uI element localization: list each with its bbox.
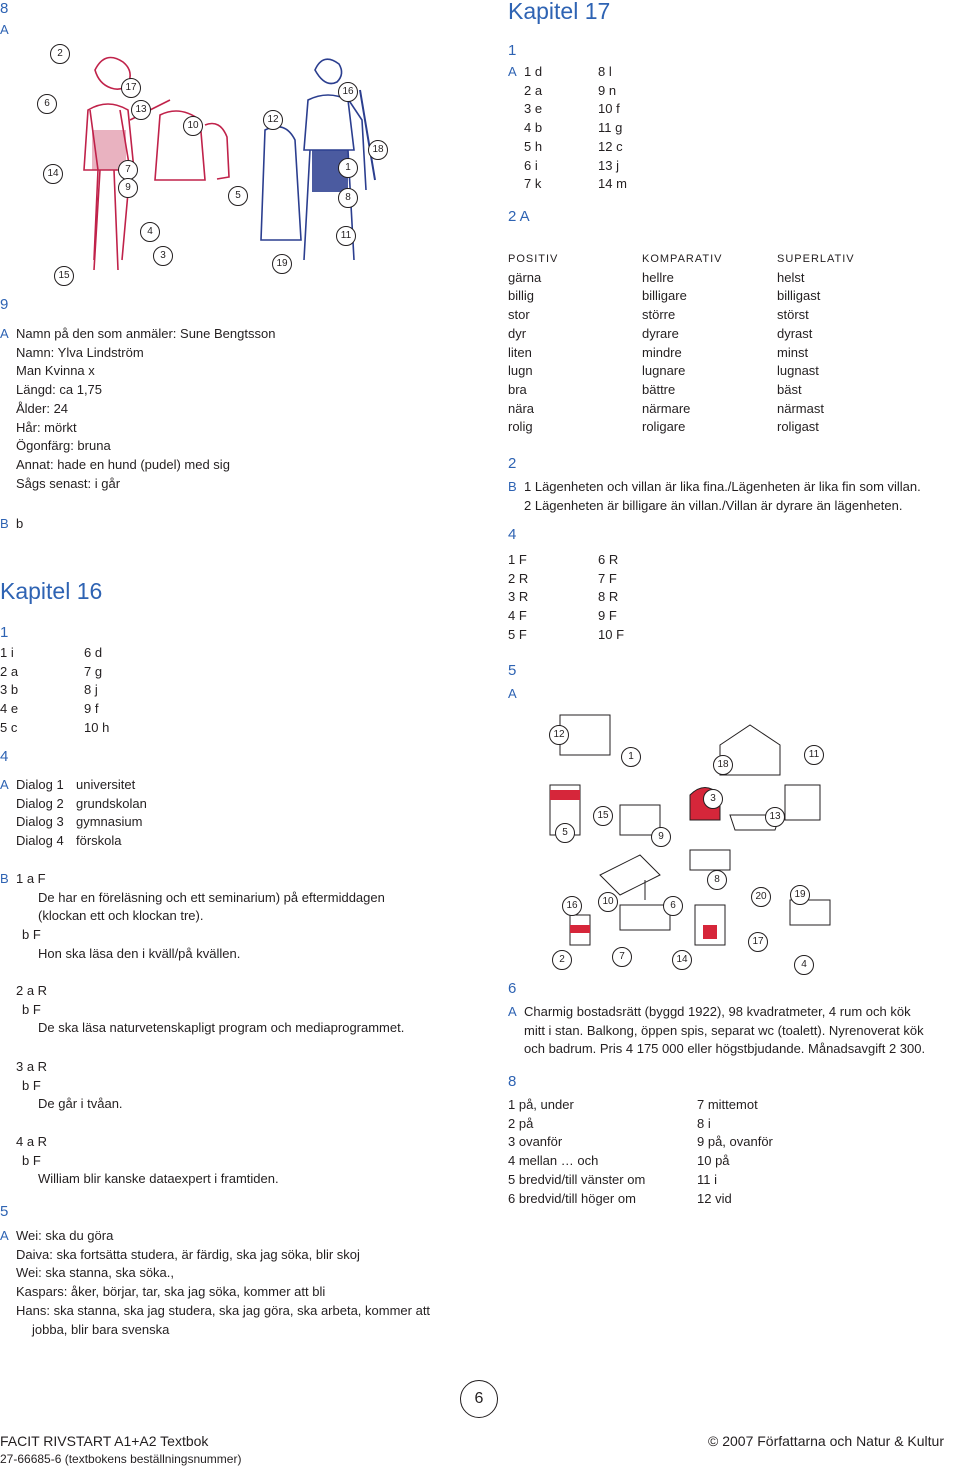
adjective-comparative-column <box>642 250 723 437</box>
table-cell: billig <box>508 288 535 304</box>
dialog-summary <box>16 1227 430 1339</box>
table-cell: bäst <box>777 381 802 397</box>
figure-number: 15 <box>54 266 74 286</box>
chapter-title: Kapitel 17 <box>508 0 611 24</box>
answer-line: b F <box>22 1078 41 1093</box>
answer-line: De har en föreläsning och ett seminarium) på eftermiddagen <box>38 890 385 905</box>
table-cell: hellre <box>642 269 674 285</box>
dialog-name: Dialog 2 <box>16 795 64 811</box>
answer-line: 4 a R <box>16 1134 48 1149</box>
answer-item: 9 F <box>598 608 617 624</box>
figure-number: 9 <box>118 178 138 198</box>
answer-line: 1 a F <box>16 871 46 886</box>
figure-number: 6 <box>37 94 57 114</box>
answer-item: 1 på, under <box>508 1097 574 1112</box>
exercise-label: A <box>0 777 9 792</box>
answer-item: 13 j <box>598 157 619 173</box>
answer-item: 4 mellan … och <box>508 1153 599 1169</box>
ad-line: Charmig bostadsrätt (byggd 1922), 98 kvadratmeter, 4 rum och kök <box>524 1004 911 1019</box>
figure-number: 20 <box>751 887 771 907</box>
table-cell: roligare <box>642 419 686 435</box>
answer-item: 12 vid <box>697 1190 732 1206</box>
answer-line: (klockan ett och klockan tre). <box>38 908 204 923</box>
answer-item: 8 i <box>697 1115 711 1131</box>
answer-item: 2 a <box>524 82 543 98</box>
exercise-number: 1 <box>0 624 9 641</box>
answer-item: 8 R <box>598 589 619 605</box>
table-cell: billigare <box>642 288 687 304</box>
dialog-school: gymnasium <box>76 814 143 830</box>
figure-number: 14 <box>43 164 63 184</box>
page-number: 6 <box>460 1380 498 1418</box>
summary-line: Hans: ska stanna, ska jag studera, ska jag göra, ska arbeta, kommer att <box>16 1302 431 1318</box>
table-cell: störst <box>777 307 809 323</box>
summary-line: Daiva: ska fortsätta studera, är färdig, ska jag söka, blir skoj <box>16 1246 360 1262</box>
dialog-name: Dialog 1 <box>16 777 64 792</box>
answer-item: 14 m <box>598 176 627 192</box>
report-line: Namn på den som anmäler: Sune Bengtsson <box>16 326 276 341</box>
figure-number: 17 <box>748 932 768 952</box>
missing-person-report <box>16 325 275 493</box>
answer-item: 6 i <box>524 157 538 173</box>
column-header: KOMPARATIV <box>642 253 723 265</box>
answer-column <box>524 63 542 194</box>
report-line: Ögonfärg: bruna <box>16 438 111 454</box>
answer-line: De går i tvåan. <box>38 1096 123 1111</box>
answer-item: 3 ovanför <box>508 1134 563 1150</box>
dialog-schools <box>76 776 147 851</box>
dialog-school: universitet <box>76 777 136 792</box>
table-cell: mindre <box>642 344 682 360</box>
table-cell: närmast <box>777 400 824 416</box>
answer-column <box>508 1096 645 1208</box>
figure-number: 12 <box>549 725 569 745</box>
figure-number: 16 <box>338 82 358 102</box>
answer-item: 11 g <box>598 120 623 136</box>
table-cell: lugnast <box>777 363 819 379</box>
table-cell: bättre <box>642 381 676 397</box>
figure-number: 5 <box>555 823 575 843</box>
answer-item: 5 F <box>508 626 527 642</box>
figure-number: 18 <box>713 755 733 775</box>
exercise-label: A <box>508 686 517 701</box>
answer-item: 8 l <box>598 64 612 79</box>
report-line: Längd: ca 1,75 <box>16 382 103 398</box>
column-header: POSITIV <box>508 253 559 265</box>
table-cell: stor <box>508 307 530 323</box>
footer-copyright: © 2007 Författarna och Natur & Kultur <box>708 1433 944 1449</box>
answer-item: 5 h <box>524 138 543 154</box>
table-cell: liten <box>508 344 532 360</box>
answer-item: 4 b <box>524 120 543 136</box>
exercise-label: A <box>0 1228 9 1243</box>
answer-item: 6 R <box>598 552 619 567</box>
adjective-superlative-column <box>777 250 855 437</box>
answer-item: 11 i <box>697 1171 717 1187</box>
dialog-school: förskola <box>76 833 122 849</box>
figure-number: 19 <box>790 885 810 905</box>
exercise-number: 2 <box>508 455 517 472</box>
figure-number: 4 <box>140 222 160 242</box>
table-cell: rolig <box>508 419 533 435</box>
answer-item: 5 c <box>0 719 18 735</box>
figure-number: 11 <box>804 745 824 765</box>
dialog-school: grundskolan <box>76 795 147 811</box>
table-cell: nära <box>508 400 535 416</box>
exercise-label: B <box>508 479 517 494</box>
sentence: 2 Lägenheten är billigare än villan./Villan är dyrare än lägenheten. <box>524 497 903 513</box>
figure-number: 7 <box>118 160 138 180</box>
answer-line: b F <box>22 1002 41 1017</box>
answer-line: Hon ska läsa den i kväll/på kvällen. <box>38 946 241 961</box>
answer-item: 1 d <box>524 64 543 79</box>
apartment-ad <box>524 1003 925 1059</box>
exercise-label: A <box>508 64 517 79</box>
answer-column <box>697 1096 773 1208</box>
figure-number: 15 <box>593 806 613 826</box>
figure-number: 2 <box>50 44 70 64</box>
figure-number: 9 <box>651 827 671 847</box>
answer-item: 2 R <box>508 570 529 586</box>
footer-title: FACIT RIVSTART A1+A2 Textbok <box>0 1433 209 1449</box>
comparison-sentences <box>524 478 921 515</box>
answer-item: 9 på, ovanför <box>697 1134 773 1150</box>
answer: b <box>16 516 24 531</box>
exercise-number: 4 <box>0 748 9 765</box>
report-line: Namn: Ylva Lindström <box>16 344 144 360</box>
figure-number: 10 <box>598 892 618 912</box>
exercise-label: B <box>0 871 9 886</box>
exercise-label: A <box>508 1004 517 1019</box>
answer-item: 7 g <box>84 663 103 679</box>
answer-column <box>84 644 109 738</box>
dialog-names <box>16 776 64 851</box>
answer-line: 2 a R <box>16 983 48 998</box>
figure-number: 13 <box>765 807 785 827</box>
column-header: SUPERLATIV <box>777 253 855 265</box>
adjective-positive-column <box>508 250 558 437</box>
figure-number: 7 <box>612 947 632 967</box>
exercise-label: B <box>0 516 9 531</box>
answer-item: 3 e <box>524 101 543 117</box>
exercise-number: 5 <box>508 662 517 679</box>
answer-column <box>598 63 627 194</box>
table-cell: dyrast <box>777 325 813 341</box>
report-line: Sågs senast: i går <box>16 475 121 491</box>
table-cell: närmare <box>642 400 691 416</box>
exercise-number: 8 <box>0 0 9 17</box>
answer-line: b F <box>22 927 41 942</box>
answer-item: 9 f <box>84 701 99 717</box>
answer-column <box>598 551 624 645</box>
table-cell: gärna <box>508 269 542 285</box>
figure-number: 3 <box>703 789 723 809</box>
footer-isbn: 27-66685-6 (textbokens beställningsnummer) <box>0 1452 242 1466</box>
report-line: Hår: mörkt <box>16 419 77 435</box>
answer-item: 7 mittemot <box>697 1097 758 1112</box>
answer-item: 3 R <box>508 589 529 605</box>
dialog-name: Dialog 3 <box>16 814 64 830</box>
figure-number: 6 <box>663 896 683 916</box>
answer-column <box>508 551 528 645</box>
table-cell: lugn <box>508 363 533 379</box>
answer-item: 1 i <box>0 645 14 660</box>
answer-item: 10 på <box>697 1153 730 1169</box>
answer-item: 4 e <box>0 701 19 717</box>
summary-line: Kaspars: åker, börjar, tar, ska jag söka, kommer att bli <box>16 1284 326 1300</box>
figure-number: 11 <box>336 226 356 246</box>
summary-line: Wei: ska du göra <box>16 1228 114 1243</box>
figure-number: 4 <box>794 955 814 975</box>
report-line: Annat: hade en hund (pudel) med sig <box>16 456 230 472</box>
figure-number: 2 <box>552 950 572 970</box>
figure-number: 13 <box>131 100 151 120</box>
exercise-label: A <box>0 22 9 37</box>
exercise-number: 5 <box>0 1203 9 1220</box>
answer-item: 9 n <box>598 82 617 98</box>
figure-number: 10 <box>183 116 203 136</box>
summary-line: Wei: ska stanna, ska söka., <box>16 1265 174 1281</box>
figure-number: 17 <box>121 78 141 98</box>
ad-line: mitt i stan. Balkong, öppen spis, separat wc (toalett). Nyrenoverat kök <box>524 1022 924 1038</box>
summary-line: jobba, blir bara svenska <box>32 1321 170 1337</box>
table-cell: dyr <box>508 325 527 341</box>
table-cell: dyrare <box>642 325 679 341</box>
sentence: 1 Lägenheten och villan är lika fina./Lägenheten är lika fin som villan. <box>524 479 921 494</box>
exercise-number: 8 <box>508 1073 517 1090</box>
table-cell: billigast <box>777 288 821 304</box>
answer-line: De ska läsa naturvetenskapligt program och mediaprogrammet. <box>38 1020 405 1035</box>
figure-number: 1 <box>621 747 641 767</box>
answer-item: 10 h <box>84 719 110 735</box>
answer-item: 2 på <box>508 1115 534 1131</box>
answer-item: 1 F <box>508 552 527 567</box>
figure-number: 12 <box>263 110 283 130</box>
answer-item: 7 k <box>524 176 542 192</box>
report-line: Man Kvinna x <box>16 363 95 379</box>
figure-number: 5 <box>228 186 248 206</box>
answer-line: 3 a R <box>16 1059 48 1074</box>
chapter-title: Kapitel 16 <box>0 578 103 604</box>
answer-item: 6 bredvid/till höger om <box>508 1190 636 1206</box>
answer-line: b F <box>22 1153 41 1168</box>
answer-item: 10 F <box>598 626 625 642</box>
table-cell: roligast <box>777 419 819 435</box>
exercise-number: 2 A <box>508 208 530 225</box>
answer-item: 6 d <box>84 645 103 660</box>
exercise-number: 9 <box>0 296 9 313</box>
figure-number: 8 <box>707 870 727 890</box>
figure-number: 18 <box>368 140 388 160</box>
answer-item: 5 bredvid/till vänster om <box>508 1171 646 1187</box>
exercise-number: 1 <box>508 42 517 59</box>
figure-number: 3 <box>153 246 173 266</box>
report-line: Ålder: 24 <box>16 400 69 416</box>
answer-item: 2 a <box>0 663 19 679</box>
furniture-illustration <box>540 705 840 975</box>
answer-item: 8 j <box>84 682 98 698</box>
answer-item: 4 F <box>508 608 527 624</box>
exercise-label: A <box>0 326 9 341</box>
answer-item: 3 b <box>0 682 19 698</box>
answer-column <box>0 644 18 738</box>
exercise-number: 4 <box>508 526 517 543</box>
answer-item: 10 f <box>598 101 620 117</box>
table-cell: bra <box>508 381 527 397</box>
figure-number: 14 <box>672 950 692 970</box>
ad-line: och badrum. Pris 4 175 000 eller högstbjudande. Månadsavgift 2 300. <box>524 1041 926 1057</box>
table-cell: helst <box>777 269 805 285</box>
dialog-name: Dialog 4 <box>16 833 64 849</box>
table-cell: större <box>642 307 676 323</box>
table-cell: minst <box>777 344 809 360</box>
answer-line: William blir kanske dataexpert i framtiden. <box>38 1171 279 1186</box>
figure-number: 16 <box>562 896 582 916</box>
figure-number: 8 <box>338 188 358 208</box>
figure-number: 19 <box>272 254 292 274</box>
table-cell: lugnare <box>642 363 686 379</box>
figure-number: 1 <box>338 158 358 178</box>
answer-item: 7 F <box>598 570 617 586</box>
answer-item: 12 c <box>598 138 623 154</box>
exercise-number: 6 <box>508 980 517 997</box>
